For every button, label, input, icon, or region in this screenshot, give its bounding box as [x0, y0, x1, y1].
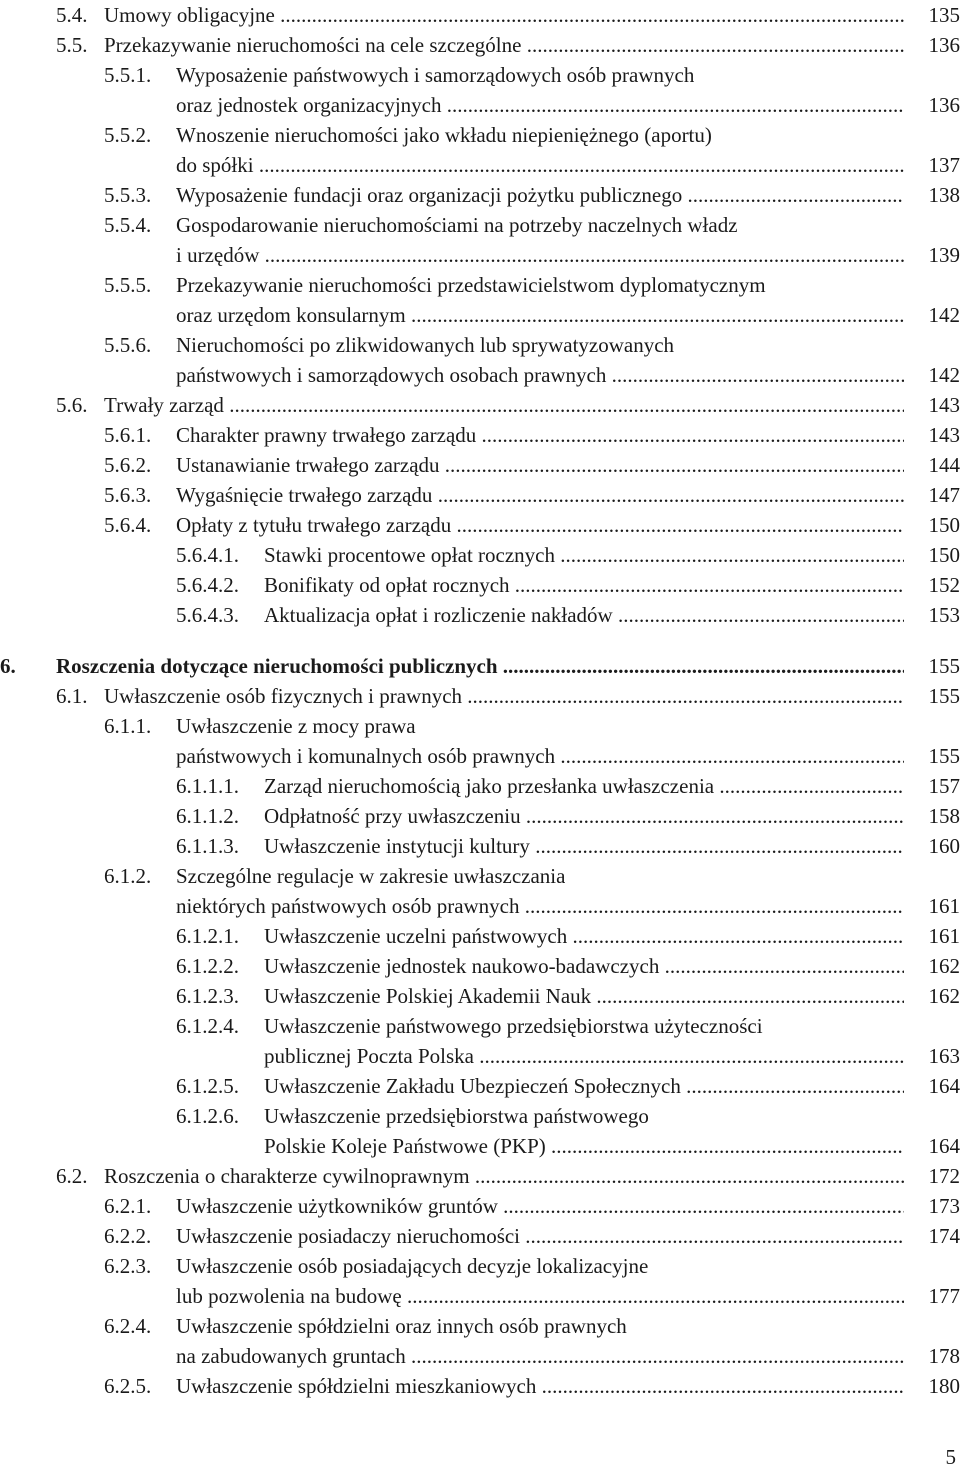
- toc-entry-line: [0, 771, 960, 801]
- toc-entry-title: Odpłatność przy uwłaszczeniu .....: [264, 801, 904, 831]
- toc-entry-title: oraz urzędom konsularnym .....: [176, 300, 904, 330]
- toc-entry-line: [0, 240, 960, 270]
- toc-entry-title: Uwłaszczenie przedsiębiorstwa państwowego: [264, 1104, 649, 1128]
- toc-entry-title: Uwłaszczenie posiadaczy nieruchomości .....: [176, 1221, 904, 1251]
- toc-entry-line: [0, 90, 960, 120]
- toc-entry-line: [0, 600, 960, 630]
- toc-entry-line: [0, 981, 960, 1011]
- toc-entry-page: 158: [928, 804, 960, 828]
- toc-entry-line: [0, 681, 960, 711]
- toc-entry-page: 143: [928, 393, 960, 417]
- toc-entry-title: Uwłaszczenie Polskiej Akademii Nauk .....: [264, 981, 904, 1011]
- toc-entry-number: 5.5.6.: [104, 333, 152, 357]
- toc-entry-line: [0, 651, 960, 681]
- toc-entry-number: 5.6.4.3.: [176, 603, 239, 627]
- toc-entry-title: Przekazywanie nieruchomości przedstawicielstwom dyplomatycznym: [176, 273, 766, 297]
- toc-entry-number: 5.6.3.: [104, 483, 152, 507]
- toc-entry-line: [0, 150, 960, 180]
- toc-entry-page: 160: [928, 834, 960, 858]
- toc-entry-line: [0, 510, 960, 540]
- toc-entry-line: [0, 390, 960, 420]
- toc-entry-line: [0, 1101, 960, 1131]
- toc-entry-title: Roszczenia dotyczące nieruchomości publicznych .....: [56, 651, 904, 681]
- toc-entry-number: 6.2.2.: [104, 1224, 152, 1248]
- toc-entry-line: [0, 1341, 960, 1371]
- toc-entry-number: 5.5.4.: [104, 213, 152, 237]
- toc-entry-number: 6.2.4.: [104, 1314, 152, 1338]
- toc-entry-line: [0, 951, 960, 981]
- toc-entry-line: [0, 1191, 960, 1221]
- toc-entry-title: Uwłaszczenie państwowego przedsiębiorstwa użyteczności: [264, 1014, 763, 1038]
- toc-entry-title: Charakter prawny trwałego zarządu .....: [176, 420, 904, 450]
- toc-entry-page: 150: [928, 513, 960, 537]
- toc-entry-title: Gospodarowanie nieruchomościami na potrzeby naczelnych władz: [176, 213, 738, 237]
- toc-entry-title: oraz jednostek organizacyjnych .....: [176, 90, 904, 120]
- toc-entry-number: 6.1.1.1.: [176, 774, 239, 798]
- toc-entry-title: Wygaśnięcie trwałego zarządu .....: [176, 480, 904, 510]
- toc-entry-line: [0, 1071, 960, 1101]
- toc-entry-title: Stawki procentowe opłat rocznych .....: [264, 540, 904, 570]
- toc-entry-title: Umowy obligacyjne .....: [104, 0, 904, 30]
- toc-entry-title: Uwłaszczenie użytkowników gruntów .....: [176, 1191, 904, 1221]
- toc-entry-page: 157: [928, 774, 960, 798]
- toc-entry-line: [0, 921, 960, 951]
- toc-entry-title: Ustanawianie trwałego zarządu .....: [176, 450, 904, 480]
- toc-entry-title: Opłaty z tytułu trwałego zarządu .....: [176, 510, 904, 540]
- toc-entry-number: 5.6.4.: [104, 513, 152, 537]
- toc-entry-page: 162: [928, 954, 960, 978]
- toc-entry-title: i urzędów .....: [176, 240, 904, 270]
- toc-entry-page: 180: [928, 1374, 960, 1398]
- toc-entry-number: 5.5.: [56, 33, 88, 57]
- toc-entry-number: 6.1.1.: [104, 714, 152, 738]
- toc-entry-number: 5.5.3.: [104, 183, 152, 207]
- toc-entry-number: 6.1.2.: [104, 864, 152, 888]
- toc-entry-page: 137: [928, 153, 960, 177]
- toc-entry-title: Uwłaszczenie spółdzielni oraz innych osób prawnych: [176, 1314, 627, 1338]
- toc-entry-title: Nieruchomości po zlikwidowanych lub sprywatyzowanych: [176, 333, 675, 357]
- toc-entry-title: Wyposażenie fundacji oraz organizacji pożytku publicznego .....: [176, 180, 904, 210]
- toc-entry-line: [0, 360, 960, 390]
- toc-entry-line: [0, 1311, 960, 1341]
- toc-entry-page: 155: [928, 654, 960, 678]
- toc-entry-line: [0, 540, 960, 570]
- toc-entry-number: 6.1.2.4.: [176, 1014, 239, 1038]
- toc-entry-line: [0, 1131, 960, 1161]
- toc-entry-page: 174: [928, 1224, 960, 1248]
- toc-entry-title: państwowych i samorządowych osobach prawnych .....: [176, 360, 904, 390]
- toc-entry-line: [0, 1161, 960, 1191]
- toc-entry-page: 143: [928, 423, 960, 447]
- toc-entry-line: [0, 180, 960, 210]
- toc-entry-title: Uwłaszczenie spółdzielni mieszkaniowych .....: [176, 1371, 904, 1401]
- toc-entry-page: 177: [928, 1284, 960, 1308]
- toc-entry-title: państwowych i komunalnych osób prawnych .....: [176, 741, 904, 771]
- toc-entry-line: [0, 861, 960, 891]
- toc-entry-page: 147: [928, 483, 960, 507]
- toc-entry-line: [0, 420, 960, 450]
- toc-entry-number: 5.6.1.: [104, 423, 152, 447]
- toc-entry-title: publicznej Poczta Polska .....: [264, 1041, 904, 1071]
- toc-entry-title: Wnoszenie nieruchomości jako wkładu niepieniężnego (aportu): [176, 123, 712, 147]
- toc-entry-number: 6.1.: [56, 684, 88, 708]
- toc-entry-title: Uwłaszczenie osób fizycznych i prawnych .....: [104, 681, 904, 711]
- toc-entry-line: [0, 1041, 960, 1071]
- toc-entry-line: [0, 570, 960, 600]
- toc-entry-page: 164: [928, 1074, 960, 1098]
- toc-entry-title: Uwłaszczenie Zakładu Ubezpieczeń Społecznych .....: [264, 1071, 904, 1101]
- page-number: 5: [945, 1445, 956, 1469]
- toc-entry-line: [0, 450, 960, 480]
- toc-entry-page: 135: [928, 3, 960, 27]
- toc-entry-number: 5.6.4.2.: [176, 573, 239, 597]
- toc-entry-number: 6.1.1.3.: [176, 834, 239, 858]
- toc-entry-number: 5.5.1.: [104, 63, 152, 87]
- toc-entry-title: Aktualizacja opłat i rozliczenie nakładów .....: [264, 600, 904, 630]
- toc-entry-number: 5.6.4.1.: [176, 543, 239, 567]
- toc-entry-page: 172: [928, 1164, 960, 1188]
- toc-entry-title: lub pozwolenia na budowę .....: [176, 1281, 904, 1311]
- toc-entry-page: 163: [928, 1044, 960, 1068]
- toc-entry-title: Roszczenia o charakterze cywilnoprawnym .....: [104, 1161, 904, 1191]
- toc-entry-line: [0, 60, 960, 90]
- toc-entry-page: 155: [928, 684, 960, 708]
- toc-entry-line: [0, 831, 960, 861]
- toc-entry-title: do spółki .....: [176, 150, 904, 180]
- toc-entry-line: [0, 1371, 960, 1401]
- toc-entry-line: [0, 270, 960, 300]
- toc-entry-title: Polskie Koleje Państwowe (PKP) .....: [264, 1131, 904, 1161]
- toc-entry-number: 6.1.1.2.: [176, 804, 239, 828]
- toc-entry-page: 164: [928, 1134, 960, 1158]
- toc-entry-line: [0, 300, 960, 330]
- toc-entry-line: [0, 1011, 960, 1041]
- toc-entry-number: 6.1.2.1.: [176, 924, 239, 948]
- toc-entry-page: 152: [928, 573, 960, 597]
- toc-entry-title: Przekazywanie nieruchomości na cele szczególne .....: [104, 30, 904, 60]
- toc-entry-line: [0, 1221, 960, 1251]
- toc-entry-page: 144: [928, 453, 960, 477]
- toc-entry-page: 150: [928, 543, 960, 567]
- toc-entry-page: 136: [928, 93, 960, 117]
- toc-entry-title: Szczególne regulacje w zakresie uwłaszczania: [176, 864, 566, 888]
- toc-entry-number: 6.1.2.3.: [176, 984, 239, 1008]
- toc-entry-line: [0, 1281, 960, 1311]
- toc-entry-page: 161: [928, 894, 960, 918]
- toc-entry-line: [0, 480, 960, 510]
- toc-entry-title: Trwały zarząd .....: [104, 390, 904, 420]
- toc-entry-number: 6.2.: [56, 1164, 88, 1188]
- toc-entry-title: niektórych państwowych osób prawnych .....: [176, 891, 904, 921]
- toc-entry-page: 178: [928, 1344, 960, 1368]
- toc-entry-line: [0, 1251, 960, 1281]
- toc-entry-title: Wyposażenie państwowych i samorządowych osób prawnych: [176, 63, 695, 87]
- toc-entry-number: 6.1.2.2.: [176, 954, 239, 978]
- toc-entry-page: 162: [928, 984, 960, 1008]
- toc-entry-title: Uwłaszczenie uczelni państwowych .....: [264, 921, 904, 951]
- toc-entry-page: 155: [928, 744, 960, 768]
- toc-entry-number: 5.5.5.: [104, 273, 152, 297]
- toc-entry-page: 142: [928, 303, 960, 327]
- toc-entry-title: Uwłaszczenie instytucji kultury .....: [264, 831, 904, 861]
- toc-entry-line: [0, 30, 960, 60]
- toc-entry-line: [0, 210, 960, 240]
- toc-entry-page: 139: [928, 243, 960, 267]
- toc-entry-title: Bonifikaty od opłat rocznych .....: [264, 570, 904, 600]
- toc-entry-line: [0, 801, 960, 831]
- toc-entry-number: 5.5.2.: [104, 123, 152, 147]
- toc-entry-number: 5.4.: [56, 3, 88, 27]
- toc-entry-line: [0, 891, 960, 921]
- toc-entry-title: Zarząd nieruchomością jako przesłanka uwłaszczenia .....: [264, 771, 904, 801]
- toc-entry-number: 6.1.2.6.: [176, 1104, 239, 1128]
- toc-entry-page: 138: [928, 183, 960, 207]
- toc-entry-line: [0, 741, 960, 771]
- toc-entry-page: 153: [928, 603, 960, 627]
- toc-entry-title: Uwłaszczenie osób posiadających decyzje lokalizacyjne: [176, 1254, 649, 1278]
- toc-entry-number: 6.1.2.5.: [176, 1074, 239, 1098]
- toc-entry-title: Uwłaszczenie jednostek naukowo-badawczych .....: [264, 951, 904, 981]
- toc-entry-line: [0, 711, 960, 741]
- toc-entry-page: 173: [928, 1194, 960, 1218]
- toc-entry-line: [0, 330, 960, 360]
- toc-entry-number: 5.6.: [56, 393, 88, 417]
- toc-entry-page: 136: [928, 33, 960, 57]
- toc-entry-title: na zabudowanych gruntach .....: [176, 1341, 904, 1371]
- toc-entry-line: [0, 0, 960, 30]
- toc-entry-number: 5.6.2.: [104, 453, 152, 477]
- toc-entry-number: 6.2.3.: [104, 1254, 152, 1278]
- toc-entry-number: 6.2.5.: [104, 1374, 152, 1398]
- toc-entry-page: 142: [928, 363, 960, 387]
- toc-entry-number: 6.: [0, 654, 16, 678]
- toc-entry-number: 6.2.1.: [104, 1194, 152, 1218]
- toc-entry-line: [0, 120, 960, 150]
- toc-entry-title: Uwłaszczenie z mocy prawa: [176, 714, 416, 738]
- toc-entry-page: 161: [928, 924, 960, 948]
